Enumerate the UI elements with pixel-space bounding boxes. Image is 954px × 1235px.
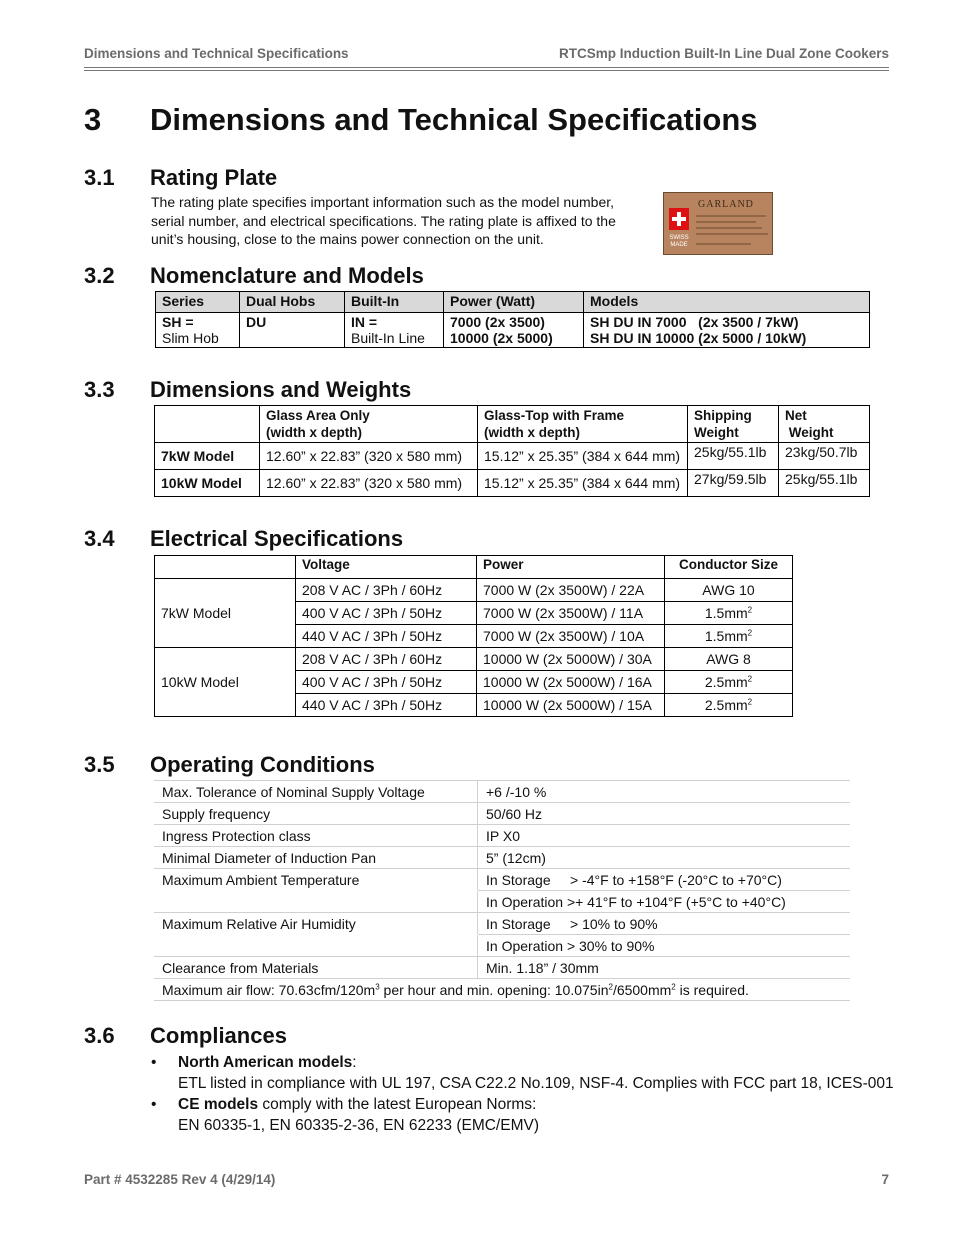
table-cell: 15.12” x 25.35” (384 x 644 mm): [478, 443, 688, 470]
bullet-icon: •: [151, 1096, 157, 1113]
air-flow-note: Maximum air flow: $70.63cfm/120m^3$ per hour and min. opening: $10.075in^2/6500mm^2$ is required.: [154, 979, 850, 1001]
header-cell: [155, 406, 260, 443]
table-cell: 10000 W (2x 5000W) / 16A: [477, 671, 665, 694]
table-cell: 208 V AC / 3Ph / 60Hz: [296, 579, 477, 602]
table-cell: 7000 (2x 3500) 10000 (2x 5000): [444, 313, 584, 348]
header-cell: Series: [156, 292, 240, 313]
table-cell: In Storage > 10% to 90%: [478, 913, 851, 935]
table-cell: Maximum Relative Air Humidity: [162, 915, 356, 932]
table-cell: 10000 W (2x 5000W) / 30A: [477, 648, 665, 671]
table-cell: AWG 10: [665, 579, 793, 602]
table-cell: 15.12” x 25.35” (384 x 644 mm): [478, 470, 688, 497]
table-cell: AWG 8: [665, 648, 793, 671]
table-cell: Supply frequency: [154, 803, 478, 825]
header-cell: Voltage: [296, 556, 477, 579]
header-rule: [84, 67, 889, 68]
section-compliances-heading: 3.6 Compliances: [84, 1023, 287, 1048]
table-cell: Maximum Ambient Temperature: [162, 871, 360, 888]
operating-conditions-table: [154, 780, 850, 1001]
header-cell: Models: [584, 292, 870, 313]
electrical-table: [154, 555, 793, 717]
nomenclature-table: [155, 291, 870, 348]
table-cell: 7kW Model: [155, 579, 296, 648]
table-cell: In Storage > -4°F to +158°F (-20°C to +70°C): [478, 869, 851, 891]
table-cell: 50/60 Hz: [478, 803, 851, 825]
header-cell: Conductor Size: [665, 556, 793, 579]
table-cell: SH DU IN 7000 (2x 3500 / 7kW) SH DU IN 10000 (2x 5000 / 10kW): [584, 313, 870, 348]
list-item-text: EN 60335-1, EN 60335-2-36, EN 62233 (EMC/EMV): [178, 1117, 539, 1134]
section-nomenclature-heading: 3.2 Nomenclature and Models: [84, 263, 424, 288]
table-cell: [154, 935, 478, 957]
table-cell: In Operation > 30% to 90%: [478, 935, 851, 957]
dimensions-table: [154, 405, 870, 497]
header-cell: Built-In: [345, 292, 444, 313]
table-cell: DU: [240, 313, 345, 348]
table-cell: 7000 W (2x 3500W) / 10A: [477, 625, 665, 648]
header-cell: Power: [477, 556, 665, 579]
page-number: 7: [881, 1172, 889, 1187]
table-cell: $2.5mm^2$: [665, 671, 793, 694]
table-cell: Min. 1.18” / 30mm: [478, 957, 851, 979]
header-cell: Glass-Top with Frame (width x depth): [478, 406, 688, 443]
table-cell: 10000 W (2x 5000W) / 15A: [477, 694, 665, 717]
table-cell: 10kW Model: [155, 470, 260, 497]
table-cell: $1.5mm^2$: [665, 625, 793, 648]
chapter-title: 3 Dimensions and Technical Specifications: [84, 102, 758, 137]
header-rule-2: [84, 70, 889, 71]
table-cell: 7000 W (2x 3500W) / 22A: [477, 579, 665, 602]
table-cell: Max. Tolerance of Nominal Supply Voltage: [154, 781, 478, 803]
rating-plate-paragraph: The rating plate specifies important information such as the model number, serial number, and electrical specifications. The rating plate is affixed to the unit’s housing, close to the mains power connection on the unit.: [151, 194, 616, 247]
table-cell: 23kg/50.7lb: [779, 443, 870, 470]
table-cell: 10kW Model: [155, 648, 296, 717]
table-cell: SH = Slim Hob: [156, 313, 240, 348]
header-cell: Glass Area Only (width x depth): [260, 406, 478, 443]
swiss-flag-icon: [669, 208, 689, 230]
list-item: North American models:: [178, 1054, 357, 1071]
section-rating-plate-heading: 3.1 Rating Plate: [84, 165, 278, 190]
list-item: CE models comply with the latest European Norms:: [178, 1096, 537, 1113]
table-cell: 7kW Model: [155, 443, 260, 470]
table-cell: $2.5mm^2$: [665, 694, 793, 717]
header-cell: Dual Hobs: [240, 292, 345, 313]
table-cell: 400 V AC / 3Ph / 50Hz: [296, 671, 477, 694]
header-cell: Shipping Weight: [688, 406, 779, 443]
table-cell: 208 V AC / 3Ph / 60Hz: [296, 648, 477, 671]
table-cell: 25kg/55.1lb: [688, 443, 779, 470]
section-dimensions-heading: 3.3 Dimensions and Weights: [84, 377, 412, 402]
table-cell: $1.5mm^2$: [665, 602, 793, 625]
header-left: Dimensions and Technical Specifications: [84, 46, 349, 61]
table-cell: IN = Built-In Line: [345, 313, 444, 348]
section-electrical-heading: 3.4 Electrical Specifications: [84, 526, 404, 551]
table-cell: 440 V AC / 3Ph / 50Hz: [296, 625, 477, 648]
table-cell: 7000 W (2x 3500W) / 11A: [477, 602, 665, 625]
part-number: Part # 4532285 Rev 4 (4/29/14): [84, 1172, 276, 1187]
rating-plate-image: [663, 192, 773, 255]
table-cell: Minimal Diameter of Induction Pan: [154, 847, 478, 869]
table-cell: 12.60” x 22.83” (320 x 580 mm): [260, 443, 478, 470]
table-cell: [154, 891, 478, 913]
swiss-made-label: SWISS MADE: [669, 235, 689, 248]
list-item-text: ETL listed in compliance with UL 197, CSA C22.2 No.109, NSF-4. Complies with FCC part 18, ICES-001: [178, 1075, 894, 1092]
table-cell: Ingress Protection class: [154, 825, 478, 847]
table-cell: 400 V AC / 3Ph / 50Hz: [296, 602, 477, 625]
table-cell: 25kg/55.1lb: [779, 470, 870, 497]
table-cell: In Operation >+ 41°F to +104°F (+5°C to +40°C): [478, 891, 851, 913]
table-cell: +6 /-10 %: [478, 781, 851, 803]
table-cell: Clearance from Materials: [154, 957, 478, 979]
table-cell: 440 V AC / 3Ph / 50Hz: [296, 694, 477, 717]
header-cell: [155, 556, 296, 579]
header-cell: Net Weight: [779, 406, 870, 443]
table-cell: 27kg/59.5lb: [688, 470, 779, 497]
header-cell: Power (Watt): [444, 292, 584, 313]
table-cell: 5” (12cm): [478, 847, 851, 869]
bullet-icon: •: [151, 1054, 157, 1071]
table-cell: 12.60” x 22.83” (320 x 580 mm): [260, 470, 478, 497]
table-cell: IP X0: [478, 825, 851, 847]
header-right: RTCSmp Induction Built-In Line Dual Zone Cookers: [559, 46, 889, 61]
garland-logo: GARLAND: [698, 199, 754, 210]
section-operating-heading: 3.5 Operating Conditions: [84, 752, 375, 777]
page-footer: [84, 1172, 889, 1187]
